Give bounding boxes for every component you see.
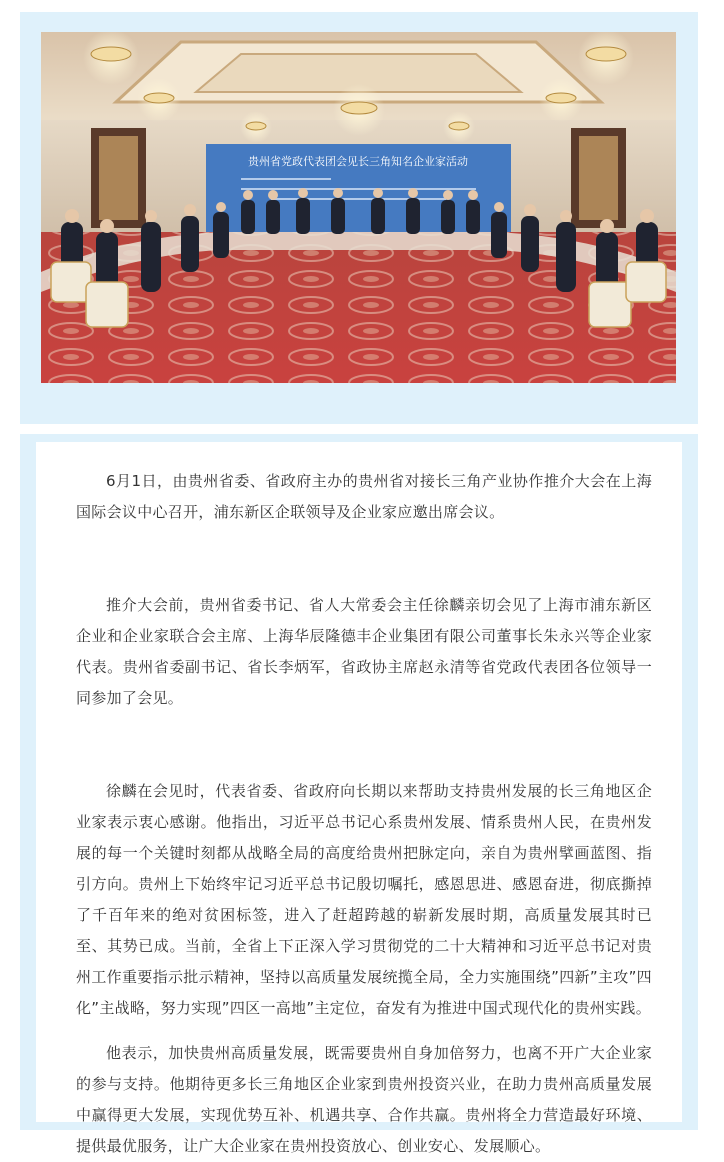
article-paragraph-2: 推介大会前，贵州省委书记、省人大常委会主任徐麟亲切会见了上海市浦东新区企业和企业家联合会主席、上海华辰隆德丰企业集团有限公司董事长朱永兴等企业家代表。贵州省委副书记、省长李炳军，省政协主席赵永清等省党政代表团各位领导一同参加了会见。: [76, 596, 652, 707]
article-paragraph-1: 6月1日，由贵州省委、省政府主办的贵州省对接长三角产业协作推介大会在上海国际会议中心召开，浦东新区企联领导及企业家应邀出席会议。: [76, 472, 652, 521]
article-paragraph-4: 他表示，加快贵州高质量发展，既需要贵州自身加倍努力，也离不开广大企业家的参与支持。他期待更多长三角地区企业家到贵州投资兴业，在助力贵州高质量发展中赢得更大发展，实现优势互补、机遇共享、合作共赢。贵州将全力营造最好环境、提供最优服务，让广大企业家在贵州投资放心、创业安心、发展顺心。: [76, 1044, 652, 1155]
article-frame: [20, 434, 698, 1155]
photo-frame: [20, 12, 698, 424]
meeting-photo: [41, 32, 676, 383]
meeting-hall-illustration: [41, 32, 676, 383]
article-body: [36, 442, 682, 1155]
banner-title: 贵州省党政代表团会见长三角知名企业家活动: [248, 155, 468, 168]
article-paragraph-3: 徐麟在会见时，代表省委、省政府向长期以来帮助支持贵州发展的长三角地区企业家表示衷心感谢。他指出，习近平总书记心系贵州发展、情系贵州人民，在贵州发展的每一个关键时刻都从战略全局的高度给贵州把脉定向，亲自为贵州擘画蓝图、指引方向。贵州上下始终牢记习近平总书记殷切嘱托，感恩思进、感恩奋进，彻底撕掉了千百年来的绝对贫困标签，进入了赶超跨越的崭新发展时期，高质量发展其时已至、其势已成。当前，全省上下正深入学习贯彻党的二十大精神和习近平总书记对贵州工作重要指示批示精神，坚持以高质量发展统揽全局，全力实施围绕”四新”主攻”四化”主战略，努力实现”四区一高地”主定位，奋发有为推进中国式现代化的贵州实践。: [76, 782, 652, 1017]
